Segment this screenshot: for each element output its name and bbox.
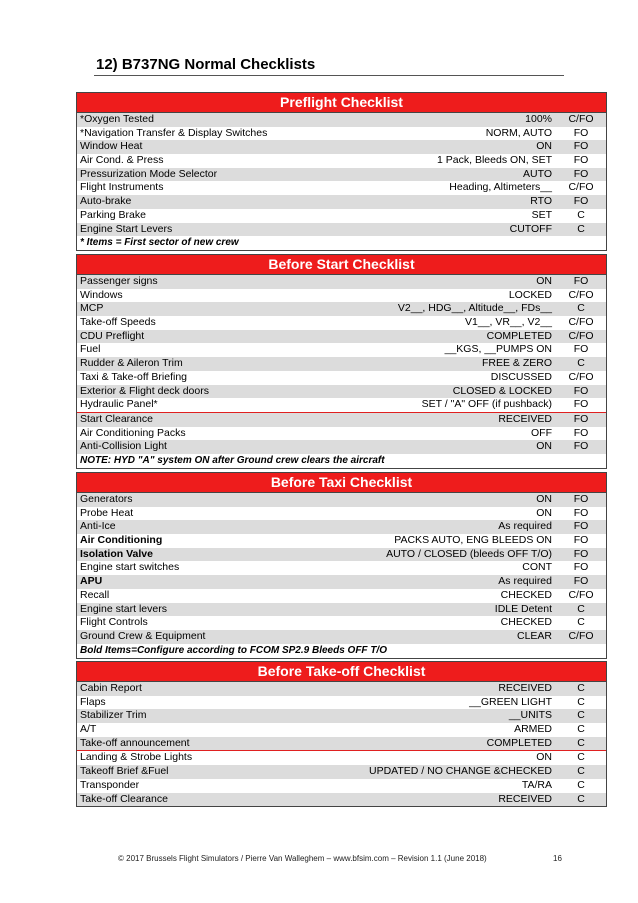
checklist-item: Isolation Valve — [80, 547, 153, 560]
checklist-responsible: C/FO — [568, 181, 594, 194]
checklist-value: CUTOFF — [509, 222, 552, 235]
checklist-item: APU — [80, 575, 103, 588]
checklist-item: Generators — [80, 493, 133, 505]
checklist-value: ON — [536, 493, 552, 505]
checklist-responsible: FO — [573, 343, 589, 356]
checklist-responsible: C — [577, 357, 585, 370]
checklist-row — [77, 493, 606, 507]
checklist-row — [77, 696, 606, 710]
checklist-value: V1__, VR__, V2__ — [465, 316, 552, 329]
section-heading: Preflight Checklist — [77, 93, 606, 113]
checklist-value: 100% — [525, 113, 552, 125]
checklist-value: 1 Pack, Bleeds ON, SET — [437, 154, 552, 167]
checklist-value: ON — [536, 751, 552, 764]
checklist-item: Take-off Speeds — [80, 316, 156, 329]
checklist-item: CDU Preflight — [80, 329, 145, 342]
checklist-value: COMPLETED — [486, 329, 552, 342]
checklist-item: Rudder & Aileron Trim — [80, 357, 183, 370]
checklist-responsible: FO — [573, 547, 589, 560]
checklist-item: Passenger signs — [80, 275, 158, 287]
checklist-responsible: C/FO — [568, 113, 594, 125]
checklist-row — [77, 398, 606, 412]
checklist-value: OFF — [531, 426, 552, 439]
checklist-row — [77, 709, 606, 723]
checklist-row — [77, 168, 606, 182]
checklist-item: Ground Crew & Equipment — [80, 629, 206, 642]
checklist-value: ON — [536, 506, 552, 519]
checklist-value: CHECKED — [500, 588, 552, 601]
checklist-item: Auto-brake — [80, 195, 132, 208]
checklist-item: Takeoff Brief &Fuel — [80, 765, 169, 778]
checklist-responsible: C — [577, 695, 585, 708]
checklist-responsible: C — [577, 723, 585, 736]
checklist-responsible: C/FO — [568, 629, 594, 642]
checklist-responsible: C — [577, 602, 585, 615]
checklist-row — [77, 302, 606, 316]
checklist-item: Flaps — [80, 695, 106, 708]
checklist-item: Probe Heat — [80, 506, 134, 519]
checklist-row — [77, 440, 606, 454]
checklist-responsible: C — [577, 736, 585, 749]
checklist-value: As required — [498, 520, 552, 533]
checklist-item: Cabin Report — [80, 682, 142, 694]
checklist-responsible: FO — [573, 520, 589, 533]
checklist-responsible: C — [577, 222, 585, 235]
checklist-item: Landing & Strobe Lights — [80, 751, 193, 764]
checklist-responsible: C — [577, 616, 585, 629]
checklist-item: Take-off Clearance — [80, 792, 168, 805]
checklist-row — [77, 630, 606, 644]
section-heading: Before Take-off Checklist — [77, 662, 606, 682]
checklist-responsible: FO — [573, 412, 589, 425]
checklist-row — [77, 616, 606, 630]
checklist-responsible: FO — [573, 126, 589, 139]
checklist-row — [77, 779, 606, 793]
checklist-responsible: C/FO — [568, 588, 594, 601]
checklist-row — [77, 330, 606, 344]
checklist-responsible: C — [577, 302, 585, 315]
checklist-responsible: C — [577, 709, 585, 722]
checklist-responsible: C — [577, 765, 585, 778]
checklist-value: PACKS AUTO, ENG BLEEDS ON — [394, 534, 552, 547]
checklist-value: FREE & ZERO — [481, 357, 552, 370]
checklist-row — [77, 561, 606, 575]
checklist-value: RTO — [530, 195, 552, 208]
checklist-item: Flight Instruments — [80, 181, 164, 194]
checklist-value: ON — [536, 440, 552, 453]
checklist-item: Windows — [80, 288, 123, 301]
checklist-item: Window Heat — [80, 140, 143, 153]
section-before-start — [76, 254, 607, 469]
checklist-value: COMPLETED — [486, 736, 552, 749]
checklist-value: __KGS, __PUMPS ON — [444, 343, 552, 356]
checklist-item: Engine start levers — [80, 602, 167, 615]
checklist-value: SET — [531, 208, 552, 221]
checklist-row — [77, 520, 606, 534]
checklist-item: Anti-Collision Light — [80, 440, 167, 453]
checklist-row — [77, 737, 606, 751]
section-heading: Before Taxi Checklist — [77, 473, 606, 493]
checklist-responsible: FO — [573, 561, 589, 574]
checklist-value: AUTO / CLOSED (bleeds OFF T/O) — [386, 547, 552, 560]
checklist-row — [77, 181, 606, 195]
checklist-row — [77, 534, 606, 548]
checklist-responsible: C/FO — [568, 370, 594, 383]
page-title: 12) B737NG Normal Checklists — [96, 56, 316, 73]
checklist-value: CHECKED — [500, 616, 552, 629]
checklist-responsible: FO — [573, 140, 589, 153]
section-note: NOTE: HYD "A" system ON after Ground crew clears the aircraft — [80, 454, 385, 466]
checklist-value: CLEAR — [516, 629, 552, 642]
checklist-value: RECEIVED — [498, 412, 552, 425]
checklist-row — [77, 575, 606, 589]
checklist-value: ON — [536, 275, 552, 287]
checklist-row — [77, 589, 606, 603]
checklist-responsible: C — [577, 778, 585, 791]
checklist-value: As required — [498, 575, 552, 588]
checklist-row — [77, 140, 606, 154]
checklist-item: Recall — [80, 588, 110, 601]
checklist-row — [77, 275, 606, 289]
checklist-responsible: FO — [573, 506, 589, 519]
checklist-responsible: FO — [573, 575, 589, 588]
checklist-item: Taxi & Take-off Briefing — [80, 370, 187, 383]
section-before-taxi — [76, 472, 607, 659]
checklist-value: UPDATED / NO CHANGE &CHECKED — [369, 765, 552, 778]
checklist-row — [77, 603, 606, 617]
checklist-item: Flight Controls — [80, 616, 148, 629]
checklist-value: IDLE Detent — [494, 602, 552, 615]
checklist-value: CONT — [522, 561, 552, 574]
checklist-row — [77, 427, 606, 441]
section-heading: Before Start Checklist — [77, 255, 606, 275]
checklist-item: Take-off announcement — [80, 736, 190, 749]
checklist-responsible: C — [577, 208, 585, 221]
checklist-value: SET / "A" OFF (if pushback) — [421, 398, 552, 411]
checklist-row — [77, 548, 606, 562]
checklist-row — [77, 154, 606, 168]
checklist-row — [77, 765, 606, 779]
checklist-responsible: C/FO — [568, 288, 594, 301]
section-preflight — [76, 92, 607, 251]
checklist-item: Engine start switches — [80, 561, 180, 574]
checklist-value: RECEIVED — [498, 792, 552, 805]
checklist-value: Heading, Altimeters__ — [449, 181, 552, 194]
checklist-item: *Oxygen Tested — [80, 113, 154, 125]
checklist-responsible: C — [577, 682, 585, 694]
checklist-item: MCP — [80, 302, 104, 315]
checklist-responsible: FO — [573, 195, 589, 208]
checklist-responsible: FO — [573, 154, 589, 167]
checklist-responsible: C/FO — [568, 316, 594, 329]
checklist-value: CLOSED & LOCKED — [452, 384, 552, 397]
checklist-item: Air Conditioning Packs — [80, 426, 186, 439]
checklist-row — [77, 357, 606, 371]
checklist-responsible: C — [577, 751, 585, 764]
checklist-row — [77, 385, 606, 399]
checklist-value: ARMED — [514, 723, 552, 736]
checklist-item: Engine Start Levers — [80, 222, 173, 235]
checklist-item: Transponder — [80, 778, 140, 791]
checklist-item: Fuel — [80, 343, 101, 356]
checklist-row — [77, 750, 606, 765]
section-note: * Items = First sector of new crew — [80, 237, 239, 249]
checklist-responsible: FO — [573, 534, 589, 547]
checklist-row — [77, 316, 606, 330]
checklist-row — [77, 289, 606, 303]
page-number: 16 — [553, 854, 562, 863]
checklist-responsible: FO — [573, 275, 589, 287]
checklist-item: Stabilizer Trim — [80, 709, 147, 722]
checklist-value: __GREEN LIGHT — [469, 695, 552, 708]
checklist-value: AUTO — [523, 167, 552, 180]
checklist-value: ON — [536, 140, 552, 153]
title-underline — [94, 75, 564, 76]
checklist-responsible: FO — [573, 398, 589, 411]
checklist-row — [77, 209, 606, 223]
checklist-responsible: FO — [573, 384, 589, 397]
checklist-item: Anti-Ice — [80, 520, 116, 533]
checklist-row — [77, 507, 606, 521]
checklist-item: A/T — [80, 723, 97, 736]
section-note: Bold Items=Configure according to FCOM SP2.9 Bleeds OFF T/O — [80, 644, 387, 656]
footer-copyright: © 2017 Brussels Flight Simulators / Pierre Van Walleghem – www.bfsim.com – Revision 1.1 (June 2018) — [118, 854, 487, 863]
checklist-item: Hydraulic Panel* — [80, 398, 158, 411]
checklist-item: Start Clearance — [80, 412, 153, 425]
checklist-item: Air Conditioning — [80, 534, 163, 547]
checklist-value: TA/RA — [521, 778, 552, 791]
checklist-responsible: FO — [573, 426, 589, 439]
checklist-value: __UNITS — [508, 709, 552, 722]
checklist-value: RECEIVED — [498, 682, 552, 694]
checklist-row — [77, 412, 606, 427]
checklist-responsible: FO — [573, 167, 589, 180]
checklist-responsible: FO — [573, 493, 589, 505]
checklist-row — [77, 195, 606, 209]
checklist-row — [77, 793, 606, 807]
checklist-responsible: C/FO — [568, 329, 594, 342]
checklist-item: Exterior & Flight deck doors — [80, 384, 209, 397]
checklist-item: Pressurization Mode Selector — [80, 167, 218, 180]
checklist-value: DISCUSSED — [490, 370, 552, 383]
checklist-responsible: FO — [573, 440, 589, 453]
checklist-row — [77, 223, 606, 237]
checklist-item: Parking Brake — [80, 208, 146, 221]
checklist-row — [77, 343, 606, 357]
checklist-row — [77, 682, 606, 696]
checklist-responsible: C — [577, 792, 585, 805]
checklist-item: Air Cond. & Press — [80, 154, 164, 167]
section-before-takeoff — [76, 661, 607, 807]
checklist-row — [77, 113, 606, 127]
checklist-value: LOCKED — [508, 288, 552, 301]
checklist-value: NORM, AUTO — [485, 126, 552, 139]
checklist-row — [77, 127, 606, 141]
checklist-row — [77, 723, 606, 737]
checklist-value: V2__, HDG__, Altitude__, FDs__ — [397, 302, 552, 315]
checklist-item: *Navigation Transfer & Display Switches — [80, 126, 268, 139]
checklist-row — [77, 371, 606, 385]
